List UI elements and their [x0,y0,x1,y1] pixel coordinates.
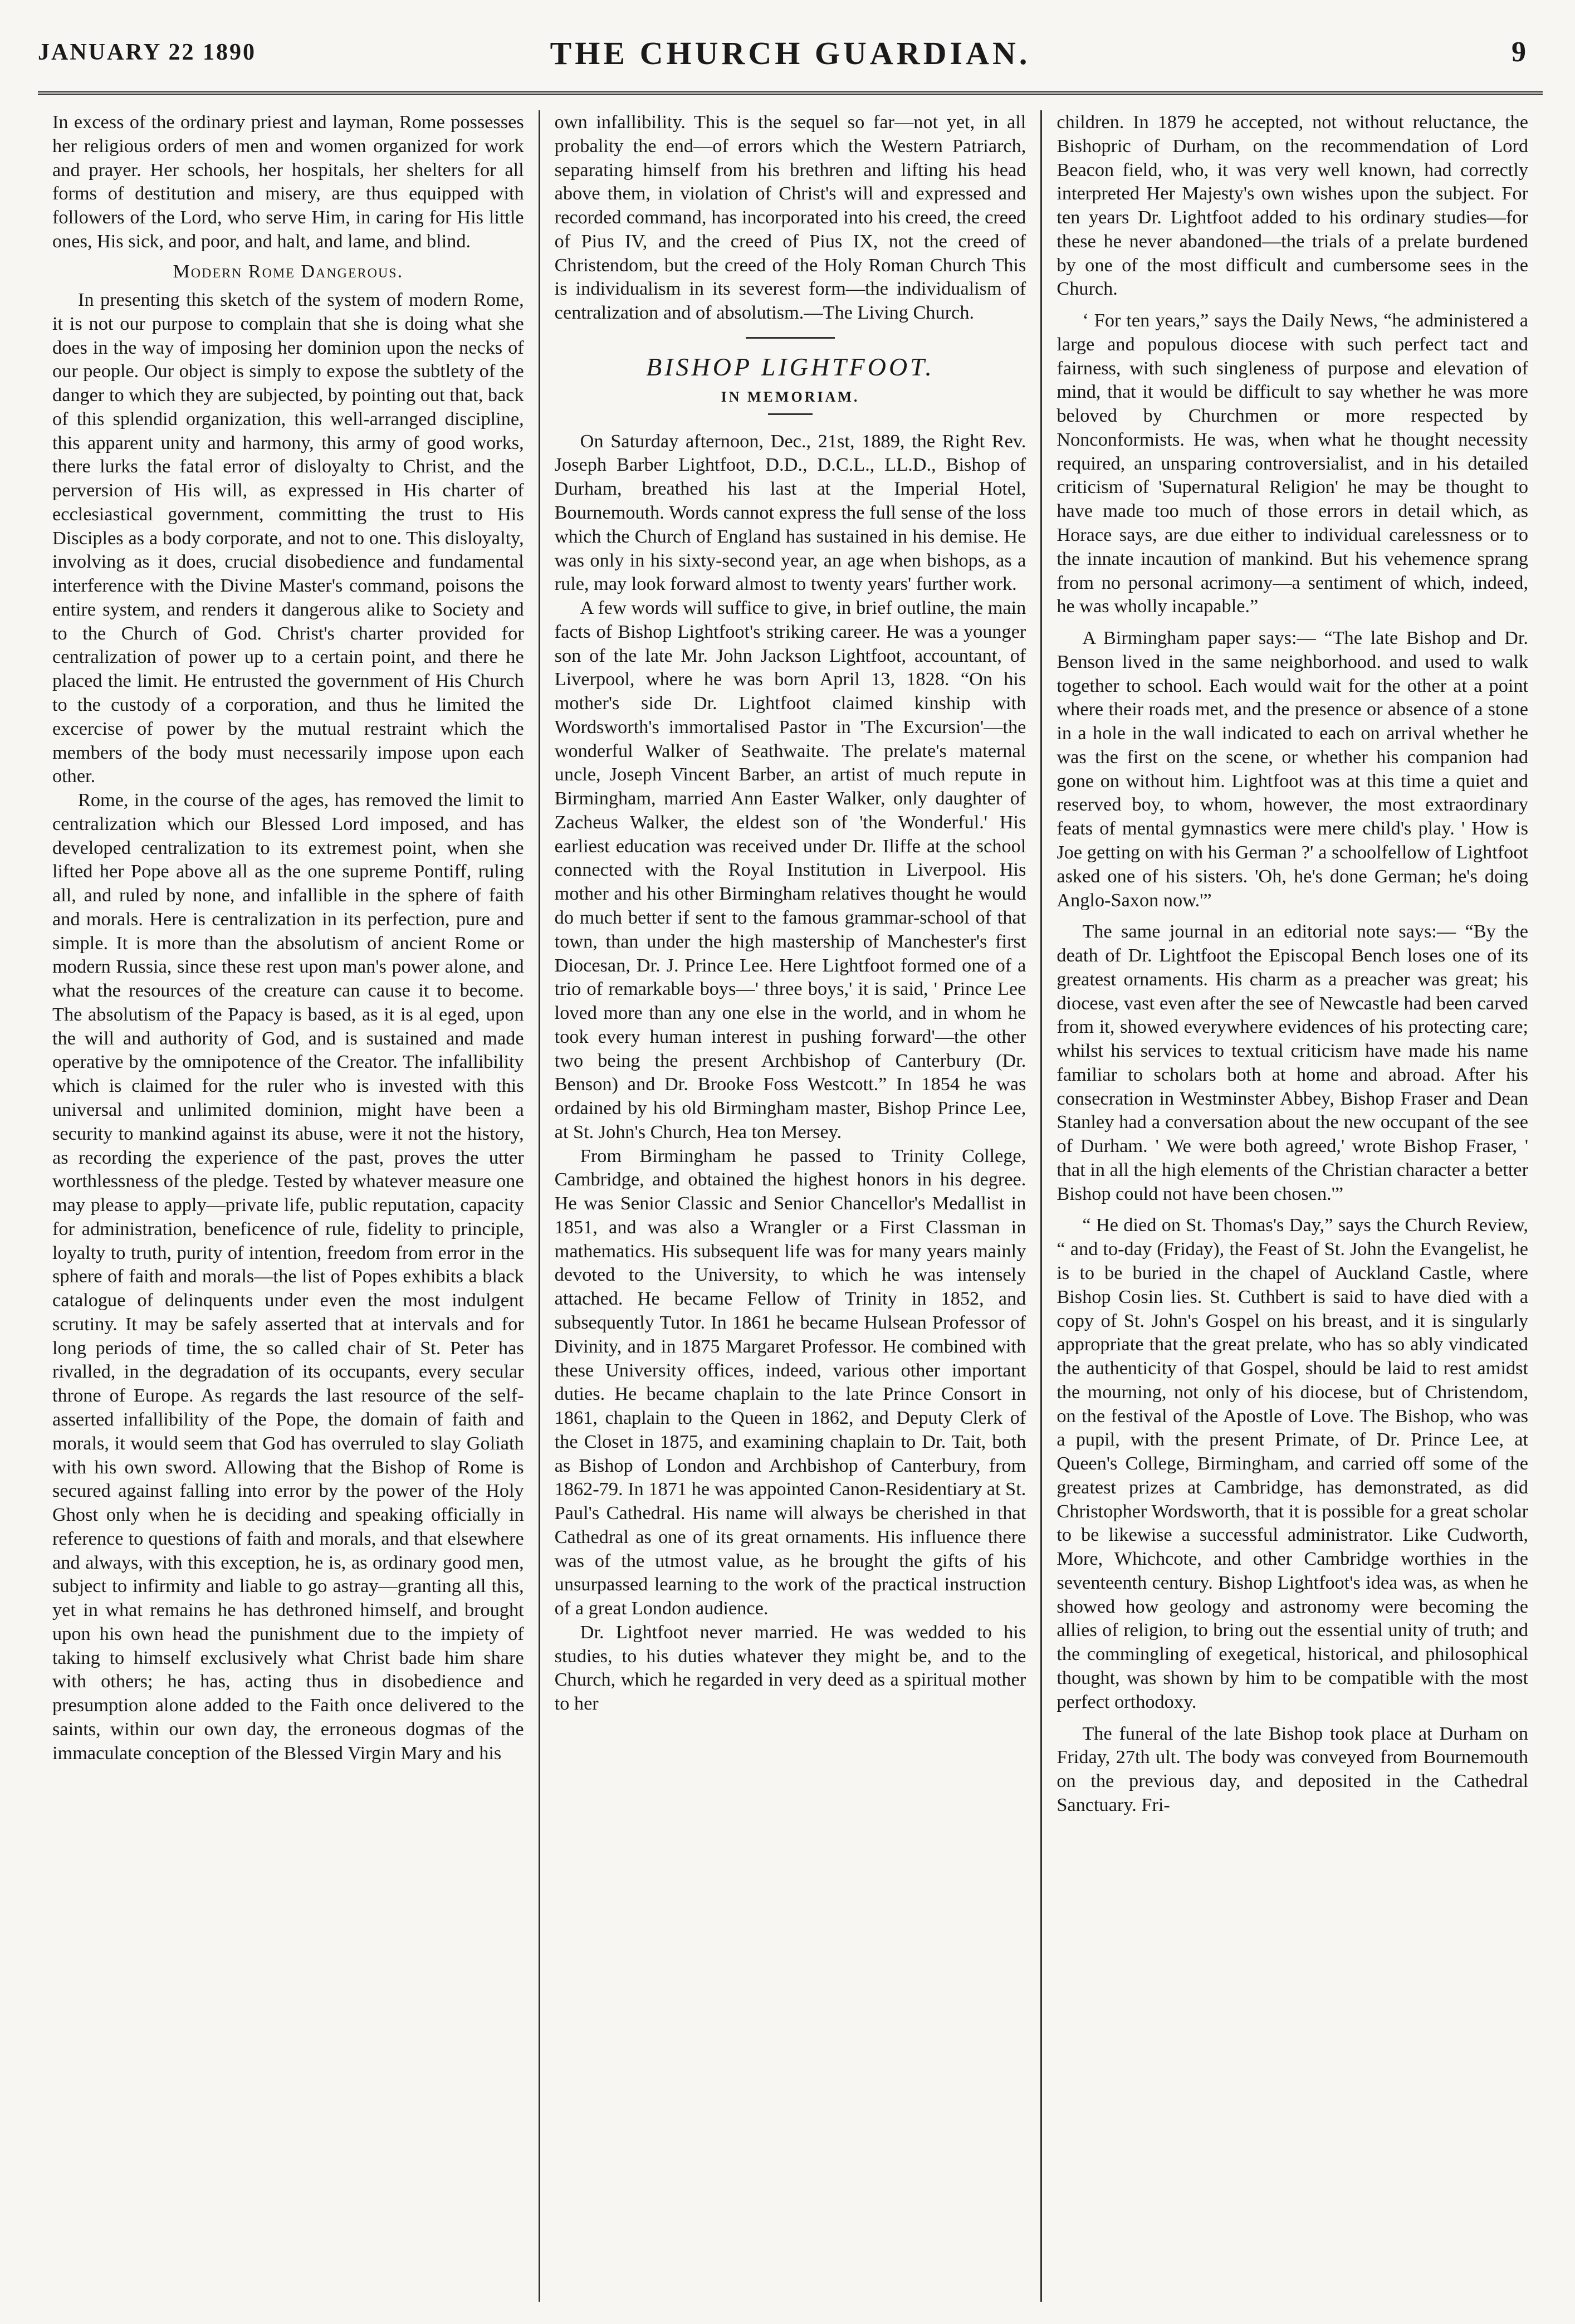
header-rule [38,91,1543,99]
paragraph: The same journal in an editorial note says:— “By the death of Dr. Lightfoot the Episcopal Bench loses one of its greatest ornaments. His charm as a preacher was great; his diocese, vast even after the see of Newcastle had been carved from it, showed everywhere evidences of his protecting care; whilst his services to textual criticism have made his name familiar to scholars both at home and abroad. After his consecration in Westminster Abbey, Bishop Fraser and Dean Stanley had a conversation about the new occupant of the see of Durham. ' We were both agreed,' wrote Bishop Fraser, ' that in all the high elements of the Christian character a better Bishop could not have been chosen.'” [1056,921,1529,1204]
paragraph: On Saturday afternoon, Dec., 21st, 1889, the Right Rev. Joseph Barber Lightfoot, D.D., D.C.L., LL.D., Bishop of Durham, breathed his last at the Imperial Hotel, Bournemouth. Words cannot express the full sense of the loss which the Church of England has sustained in his demise. He was only in his sixty-second year, an age when bishops, as a rule, may look forward almost to twenty years' further work. [554,430,1026,595]
column-3 [1040,110,1543,2302]
paragraph: “ He died on St. Thomas's Day,” says the Church Review, “ and to-day (Friday), the Feast of St. John the Evangelist, he is to be buried in the chapel of Auckland Castle, where Bishop Cosin lies. St. Cuthbert is said to have died with a copy of St. John's Gospel on his breast, and it is singularly appropriate that the great prelate, who has so ably vindicated the authenticity of that Gospel, should be laid to rest amidst the mourning, not only of his diocese, but of Christendom, on the festival of the Apostle of Love. The Bishop, who was a pupil, with the present Primate, of Dr. Prince Lee, at Queen's College, Birmingham, and carried off some of the greatest prizes at Cambridge, has demonstrated, as did Christopher Wordsworth, that it is possible for a great scholar to be likewise a successful administrator. Like Cudworth, More, Whichcote, and other Cambridge worthies in the seventeenth century. Bishop Lightfoot's idea was, as when he showed how geology and astronomy were becoming the allies of religion, to bring out the essential unity of truth; and the commingling of exegetical, historical, and philosophical thought, was shown by him to be compatible with the most perfect orthodoxy. [1056,1214,1529,1712]
paragraph: In excess of the ordinary priest and layman, Rome possesses her religious orders of men and women organized for work and prayer. Her schools, her hospitals, her shelters for all forms of destitution and misery, are thus equipped with followers of the Lord, who serve Him, in caring for His little ones, His sick, and poor, and halt, and lame, and blind. [52,111,524,252]
paragraph: A Birmingham paper says:— “The late Bishop and Dr. Benson lived in the same neighborhood. and used to walk together to school. Each would wait for the other at a point where their roads met, and the presence or absence of a stone in a hole in the wall indicated to each on arrival whether he was the first on the scene, or whether his companion had gone on without him. Lightfoot was at this time a quiet and reserved boy, to whom, however, the most extraordinary feats of mental gymnastics were mere child's play. ' How is Joe getting on with his German ?' a schoolfellow of Lightfoot asked one of his sisters. 'Oh, he's done German; he's doing Anglo-Saxon now.'” [1056,627,1529,911]
paragraph: Dr. Lightfoot never married. He was wedded to his studies, to his duties whatever they might be, and to the Church, which he regarded in very deed as a spiritual mother to her [554,1621,1026,1715]
article-columns [38,110,1543,2302]
page-header [38,12,1543,107]
paragraph: A few words will suffice to give, in brief outline, the main facts of Bishop Lightfoot's striking career. He was a younger son of the late Mr. John Jackson Lightfoot, accountant, of Liverpool, where he was born April 13, 1828. “On his mother's side Dr. Lightfoot claimed kinship with Wordsworth's immortalised Pastor in 'The Excursion'—the wonderful Walker of Seathwaite. The prelate's maternal uncle, Joseph Vincent Barber, an artist of much repute in Birmingham, married Ann Easter Walker, only daughter of Zacheus Walker, the eldest son of 'the Wonderful.' His earliest education was received under Dr. Iliffe at the school connected with the Royal Institution in Liverpool. His mother and his other Birmingham relatives thought he would do much better if sent to the famous grammar-school of that town, than under the high mastership of Manchester's first Diocesan, Dr. J. Prince Lee. Here Lightfoot formed one of a trio of remarkable boys—' three boys,' it is said, ' Prince Lee loved more than any one else in the world, and in whom he took every human interest in pushing forward'—the other two being the present Archbishop of Canterbury (Dr. Benson) and Dr. Brooke Foss Westcott.” In 1854 he was ordained by his old Birmingham master, Bishop Prince Lee, at St. John's Church, Hea ton Mersey. [554,597,1026,1143]
paragraph: Rome, in the course of the ages, has removed the limit to centralization which our Blessed Lord imposed, and has developed centralization to its extremest point, when she lifted her Pope above all as the one supreme Pontiff, ruling all, and ruled by none, and infallible in the sphere of faith and morals. Here is centralization in its perfection, pure and simple. It is more than the absolutism of ancient Rome or modern Russia, since these rest upon man's power alone, and what the resources of the creature can cause it to become. The absolutism of the Papacy is based, as it is al eged, upon the will and authority of God, and is sustained and made operative by the omnipotence of the Creator. The infallibility which is claimed for the ruler who is invested with this universal and unlimited dominion, might have been a security to mankind against its abuse, were it not the history, as recording the experience of the past, proves the utter worthlessness of the pledge. Tested by whatever measure one may please to apply—private life, public reputation, capacity for administration, beneficence of rule, fidelity to principle, loyalty to truth, purity of intention, freedom from error in the sphere of faith and morals—the list of Popes exhibits a black catalogue of delinquents under even the most indulgent scrutiny. It may be safely asserted that at intervals and for long periods of time, the so called chair of St. Peter has rivalled, in the degradation of its occupants, every secular throne of Europe. As regards the last resource of the self-asserted infallibility of the Pope, the domain of faith and morals, it would seem that God has overruled to slay Goliath with his own sword. Allowing that the Bishop of Rome is secured against falling into error by the power of the Holy Ghost only when he is deciding and speaking officially in reference to questions of faith and morals, and that elsewhere and always, with this exception, he is, as ordinary good men, subject to infirmity and liable to go astray—granting all this, yet in what remains he has dethroned himself, and brought upon his own head the punishment due to the impiety of taking to himself exclusively what Christ bade him share with others; he has, acting thus in disobedience and presumption alone added to the Faith once delivered to the saints, within our own day, the erroneous dogmas of the immaculate conception of the Blessed Virgin Mary and his [52,789,524,1764]
masthead-title: THE CHURCH GUARDIAN. [550,35,1031,71]
paragraph: From Birmingham he passed to Trinity College, Cambridge, and obtained the highest honors in his degree. He was Senior Classic and Senior Chancellor's Medallist in 1851, and was also a Wrangler or a First Classman in mathematics. His subsequent life was for many years mainly devoted to the University, to which he was intensely attached. He became Fellow of Trinity in 1852, and subsequently Tutor. In 1861 he became Hulsean Professor of Divinity, and in 1875 Margaret Professor. He combined with these University offices, indeed, various other important duties. He became chaplain to the late Prince Consort in 1861, chaplain to the Queen in 1862, and Deputy Clerk of the Closet in 1875, and examining chaplain to Dr. Tait, both as Bishop of London and Archbishop of Canterbury, from 1862-79. In 1871 he was appointed Canon-Residentiary at St. Paul's Cathedral. His name will always be cherished in that Cathedral as one of its great ornaments. His influence there was of the utmost value, as he brought the gifts of his unsurpassed learning to the work of the practical instruction of a great London audience. [554,1145,1026,1619]
paragraph: The funeral of the late Bishop took place at Durham on Friday, 27th ult. The body was conveyed from Bournemouth on the previous day, and deposited in the Cathedral Sanctuary. Fri- [1056,1722,1529,1815]
issue-date: JANUARY 22 1890 [38,40,256,65]
section-divider [746,337,835,339]
section-subheading: Modern Rome Dangerous. [173,261,404,282]
paragraph: children. In 1879 he accepted, not without reluctance, the Bishopric of Durham, on the recommendation of Lord Beacon field, who, it was very well known, had correctly interpreted Her Majesty's own wishes upon the subject. For ten years Dr. Lightfoot added to his ordinary studies—for these he never abandoned—the trials of a prelate burdened by one of the most difficult and cumbersome sees in the Church. [1056,111,1529,300]
article-title: BISHOP LIGHTFOOT. [646,352,935,381]
column-2 [539,110,1041,2302]
paragraph: ‘ For ten years,” says the Daily News, “he administered a large and populous diocese with such perfect tact and fairness, with such singleness of purpose and elevation of mind, that it would be difficult to say whether he was more beloved by Churchmen or more respected by Nonconformists. He was, when what he thought necessity required, an unsparing controversialist, and in his detailed criticism of 'Supernatural Religion' he may be thought to have made too much of those errors in detail which, as Horace says, are due either to individual carelessness or to the innate incaution of mankind. But his vehemence sprang from no personal acrimony—a sentiment of which, indeed, he was wholly incapable.” [1056,310,1529,617]
paragraph: own infallibility. This is the sequel so far—not yet, in all probality the end—of errors which the Western Patriarch, separating himself from his brethren and lifting his head above them, in violation of Christ's will and expressed and recorded command, has incorporated into his creed, the creed of Pius IV, and the creed of Pius IX, not the creed of Christendom, but the creed of the Holy Roman Church This is individualism in its severest form—the individualism of centralization and of absolutism.—The Living Church. [554,111,1026,324]
column-1 [38,110,539,2302]
page-number: 9 [1512,36,1526,68]
title-divider [768,413,813,415]
paragraph: In presenting this sketch of the system of modern Rome, it is not our purpose to complain that she is doing what she does in the way of imposing her dominion upon the necks of our people. Our object is simply to expose the subtlety of the danger to which they are subjected, by pointing out that, back of this splendid organization, this well-arranged discipline, this apparent unity and harmony, this army of good works, there lurks the fatal error of disloyalty to Christ, and the perversion of His will, as expressed in His charter of ecclesiastical government, committing the trust to His Disciples as a body corporate, and not to one. This disloyalty, involving as it does, crucial disobedience and fundamental interference with the Divine Master's command, poisons the entire system, and renders it dangerous alike to Society and to the Church of God. Christ's charter provided for centralization of power up to a certain point, and there he placed the limit. He entrusted the government of His Church to the custody of a corporation, and thus he limited the excercise of power by the mutual restraint which the members of the body must necessarily impose upon each other. [52,289,524,787]
article-subtitle: IN MEMORIAM. [721,389,860,406]
